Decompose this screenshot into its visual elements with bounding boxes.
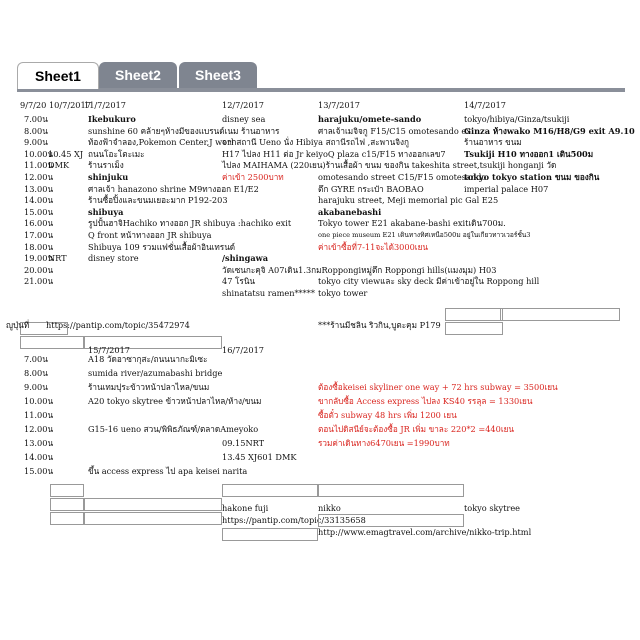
date-header-2: 12/7/2017 — [222, 100, 264, 110]
day1-cell: disney store — [88, 253, 139, 264]
blank-cell — [445, 308, 503, 321]
time-cell: 11.00น — [24, 410, 54, 420]
time-cell: 13.00น — [24, 183, 54, 194]
day3-cell: akabanebashi — [318, 206, 382, 217]
blank-cell — [50, 512, 84, 525]
day3-cell: Tokyo tower E21 akabane-bashi exitเดิน700ม. — [318, 218, 506, 229]
time-cell: 10.00น — [24, 148, 54, 159]
day4-cell: tokyo/hibiya/Ginza/tsukiji — [464, 114, 570, 124]
day6-cell: 09.15NRT — [222, 438, 265, 448]
blank-cell — [50, 498, 84, 511]
day1-cell: ร้านราเม็ง — [88, 160, 124, 171]
time-cell: 7.00น — [24, 354, 48, 364]
flight-cell: DMK — [48, 160, 70, 171]
day1-cell: ท้องฟ้าจำลอง,Pokemon Center,J worl — [88, 137, 234, 148]
day1-cell: ร้านซื้อปิ้งและขนมเยอะมาก P192-203 — [88, 195, 228, 206]
day3-cell: tokyo tower — [318, 288, 368, 298]
tab-sheet2[interactable]: Sheet2 — [99, 62, 177, 88]
skytree-cell: tokyo skytree — [464, 503, 521, 513]
day3-cell: ศาลเจ้าเมจิจกู F15/C15 omotesando ex — [318, 125, 471, 136]
time-cell: 9.00น — [24, 382, 48, 392]
date-header-4: 14/7/2017 — [464, 100, 506, 110]
day3-cell: one piece museum E21 เดินทางทิศเหนือ500ม อยู่ในเกียวทาวเวอร์ชั้น3 — [318, 231, 531, 239]
time-cell: 12.00น — [24, 424, 54, 434]
day3-cell: omotesando street C15/F15 omotesando — [318, 172, 487, 182]
time-cell: 19.00น — [24, 253, 54, 264]
time-cell: 20.00น — [24, 264, 54, 275]
day5-cell: G15-16 ueno สวน/พิพิธภัณฑ์/ตลาดAmeyoko — [88, 424, 259, 434]
day2-cell: ไปลง MAIHAMA (220เยน)ร้านเสื้อผ้า ขนม ของกิน takeshita street,tsukiji honganji วัด — [222, 160, 557, 171]
day2-cell: จากสถานี Ueno นั่ง Hibiya สถานีรถไฟ ,สะพานจิงกู — [222, 137, 409, 148]
day5-cell: ขึ้น access express ไป apa keisei narita — [88, 466, 248, 476]
day1-cell: sunshine 60 คล้ายๆห้างมีของแบรนด์เนม ร้านอาหาร — [88, 125, 280, 136]
day5-cell: A18 วัดอาซากุสะ/ถนนนากะมิเซะ — [88, 354, 208, 364]
time-cell: 10.00น — [24, 396, 54, 406]
day6-cell: 13.45 XJ601 DMK — [222, 452, 297, 462]
day1-cell: รูปปั้นฮาจิHachiko ทางออก JR shibuya :hachiko exit — [88, 218, 292, 229]
blank-cell — [50, 484, 84, 497]
day1-cell: ศาลเจ้า hanazono shrine M9ทางออก E1/E2 — [88, 183, 259, 194]
day4-cell: Ginza ห้างwako M16/H8/G9 exit A9.10 — [464, 125, 635, 136]
flight-cell: NRT — [48, 253, 67, 264]
date-header-6: 16/7/2017 — [222, 345, 264, 355]
day2-cell: วัดเซนกะคุจิ A07เดิน1.3กมRoppongiหมู่ตึก Roppongi hills(แมงมุม) H03 — [222, 264, 497, 275]
blank-cell — [222, 484, 318, 497]
day4-cell: ร้านอาหาร ขนม — [464, 137, 522, 148]
date-header-3: 13/7/2017 — [318, 100, 360, 110]
day3-cell: harajuku/omete-sando — [318, 114, 422, 124]
blank-cell — [318, 484, 464, 497]
day2-cell: /shingawa — [222, 253, 268, 264]
time-cell: 14.00น — [24, 452, 54, 462]
day2-cell: shinatatsu ramen***** — [222, 288, 315, 298]
time-cell: 12.00น — [24, 172, 54, 182]
time-cell: 11.00น — [24, 160, 54, 171]
time-cell: 7.00น — [24, 114, 48, 124]
blank-cell — [222, 528, 318, 541]
time-cell: 8.00น — [24, 368, 48, 378]
time-cell: 16.00น — [24, 218, 54, 229]
blank-cell — [500, 308, 620, 321]
day1-cell: Q front หน้าทางออก JR shibuya — [88, 230, 212, 240]
time-cell: 8.00น — [24, 125, 48, 136]
pantip-label: ญูปุ่นที่ — [6, 320, 30, 330]
sheet-tabs — [17, 62, 625, 88]
blank-cell — [84, 512, 222, 525]
time-cell: 14.00น — [24, 195, 54, 206]
transport-note-cell: ต้องซื้อkeisei skyliner one way + 72 hrs subway = 3500เยน — [318, 382, 558, 392]
time-cell: 9.00น — [24, 137, 48, 148]
transport-note-cell: ขากลับซื้อ Access express ไปลง KS40 รรลุล = 1330เยน — [318, 396, 533, 406]
time-cell: 18.00น — [24, 241, 54, 252]
shop-note: ***ร้านมีชลิน ริวกิน,บูตะคุม P179 — [318, 320, 441, 330]
day1-cell: shinjuku — [88, 172, 129, 182]
day2-cell: H17 ไปลง H11 ต่อ Jr keiyoQ plaza c15/F15 ทางออกเลข7 — [222, 148, 446, 159]
day4-cell: Tsukiji H10 ทางออก1 เดิน500ม — [464, 148, 594, 159]
transport-note-cell: ตอนไปดิสนีย์จะต้องซื้อ JR เพิ่ม ขาละ 220*2 =440เยน — [318, 424, 515, 434]
day3-cell: ค่าเข้าซื้อที่7-11จะได้3000เยน — [318, 241, 428, 252]
day5-cell: A20 tokyo skytree ข้าวหน้าปลาไหล/ห้าง/ขนม — [88, 396, 262, 406]
blank-cell — [318, 514, 464, 527]
day2-cell: 47 โรนิน — [222, 276, 256, 287]
day1-cell: ถนนโอะโตะเมะ — [88, 148, 145, 159]
tab-sheet3[interactable]: Sheet3 — [179, 62, 257, 88]
day3-cell: ตึก GYRE กระเป๋า BAOBAO — [318, 183, 424, 194]
tab-divider — [17, 88, 625, 92]
transport-note-cell: รวมค่าเดินทาง6470เยน =1990บาท — [318, 438, 450, 448]
day2-cell: ค่าเข้า 2500บาท — [222, 172, 284, 182]
nikko-cell: nikko — [318, 503, 341, 513]
hakone-cell: hakone fuji — [222, 503, 269, 513]
emagtravel-link[interactable]: http://www.emagtravel.com/archive/nikko-trip.html — [318, 527, 532, 537]
day4-cell: tokyo tokyo station ขนม ของกิน — [464, 172, 600, 182]
flight-cell: 10.45 XJ — [48, 148, 84, 159]
pantip-link-1[interactable]: https://pantip.com/topic/35472974 — [46, 320, 190, 330]
date-header-1: 11/7/2017 — [84, 100, 126, 110]
day2-cell: disney sea — [222, 114, 266, 124]
day5-cell: ร้านเทมปุระข้าวหน้าปลาไหล/ขนม — [88, 382, 210, 392]
day3-cell: harajuku street, Meji memorial pic Gal E25 — [318, 195, 499, 206]
time-cell: 15.00น — [24, 466, 54, 476]
time-cell: 21.00น — [24, 276, 54, 287]
day5-cell: sumida river/azumabashi bridge — [88, 368, 223, 378]
blank-cell — [20, 336, 84, 349]
time-cell: 15.00น — [24, 206, 54, 217]
time-cell: 17.00น — [24, 230, 54, 240]
day4-cell: imperial palace H07 — [464, 183, 549, 194]
blank-cell — [84, 498, 222, 511]
day1-cell: Shibuya 109 รวมแฟชั่นเสื้อผ้าอินเทรนด์ — [88, 241, 236, 252]
blank-cell — [445, 322, 503, 335]
pantip-link-2[interactable]: https://pantip.com/topic/33135658 — [222, 515, 366, 525]
day1-cell: shibuya — [88, 206, 124, 217]
spreadsheet-grid[interactable] — [0, 96, 640, 640]
date-header-prefix: 9/7/20 10/7/2017 — [20, 100, 91, 110]
transport-note-cell: ซื้อตั๋ว subway 48 hrs เพิ่ม 1200 เยน — [318, 410, 457, 420]
day3-cell: tokyo city viewและ sky deck มีค่าเข้าอยู่ใน Roppong hill — [318, 276, 540, 287]
tab-sheet1[interactable]: Sheet1 — [17, 62, 99, 89]
day1-cell: Ikebukuro — [88, 114, 136, 124]
date-header-5: 15/7/2017 — [88, 345, 130, 355]
time-cell: 13.00น — [24, 438, 54, 448]
